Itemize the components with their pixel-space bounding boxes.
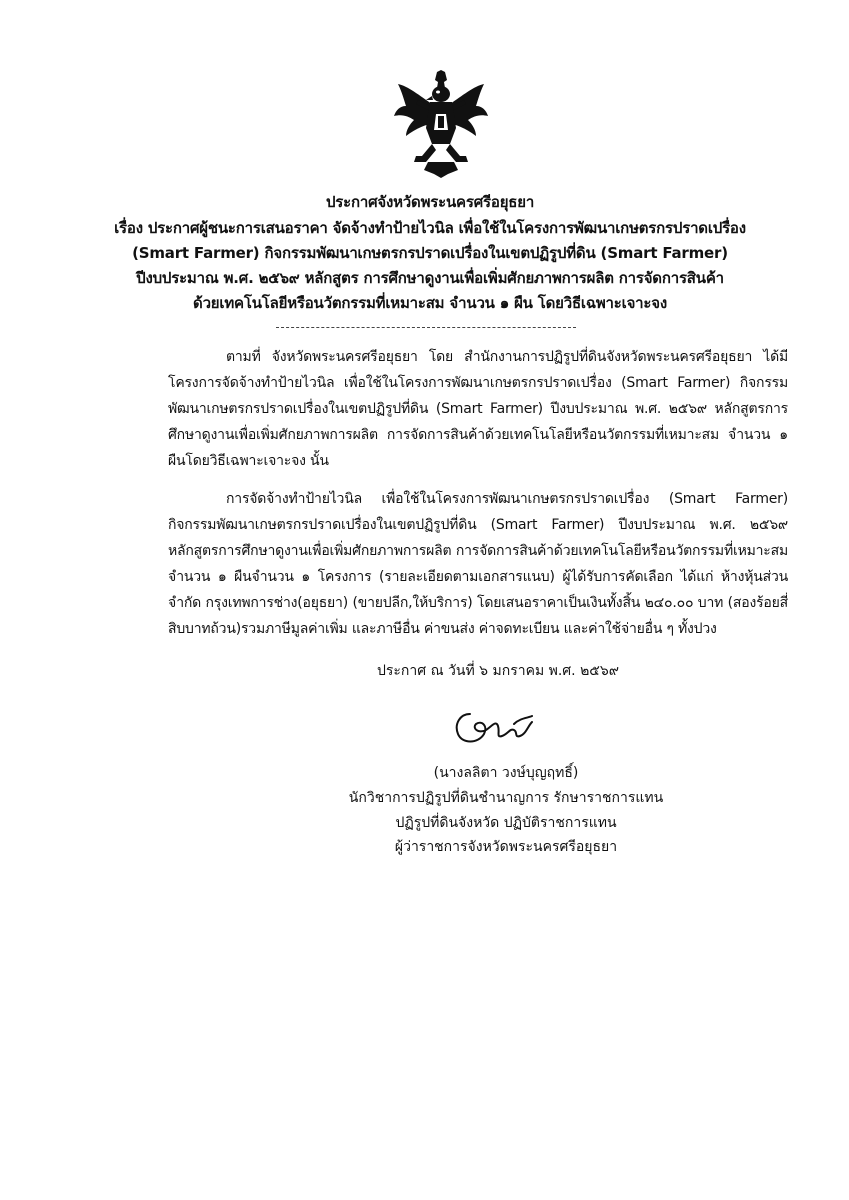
signatory-name: (นางลลิตา วงษ์บุญฤทธิ์) xyxy=(433,765,579,781)
announcement-date: ประกาศ ณ วันที่ ๖ มกราคม พ.ศ. ๒๕๖๙ xyxy=(377,663,620,679)
divider xyxy=(276,327,576,328)
signatory-title-1: นักวิชาการปฏิรูปที่ดินชำนาญการ รักษาราชการแทน xyxy=(348,790,664,806)
signatory-title-3: ผู้ว่าราชการจังหวัดพระนครศรีอยุธยา xyxy=(394,839,618,855)
subject-line-4: ด้วยเทคโนโลยีหรือนวัตกรรมที่เหมาะสม จำนวน ๑ ผืน โดยวิธีเฉพาะเจาะจง xyxy=(193,294,667,312)
paragraph-2-text: การจัดจ้างทำป้ายไวนิล เพื่อใช้ในโครงการพัฒนาเกษตรกรปราดเปรื่อง (Smart Farmer) กิจกรรมพัฒนาเกษตรกรปราดเปรื่องในเขตปฏิรูปที่ดิน (Smart Farmer) ปีงบประมาณ พ.ศ. ๒๕๖๙ หลักสูตรการศึกษาดูงานเพื่อเพิ่มศักยภาพการผลิต การจัดการสินค้าด้วยเทคโนโลยีหรือนวัตกรรมที่เหมาะสม จำนวน ๑ ผืนจำนวน ๑ โครงการ (รายละเอียดตามเอกสารแนบ) ผู้ได้รับการคัดเลือก ได้แก่ ห้างหุ้นส่วนจำกัด กรุงเทพการช่าง(อยุธยา) (ขายปลีก,ให้บริการ) โดยเสนอราคาเป็นเงินทั้งสิ้น ๒๔๐.๐๐ บาท (สองร้อยสี่สิบบาทถ้วน)รวมภาษีมูลค่าเพิ่ม และภาษีอื่น ค่าขนส่ง ค่าจดทะเบียน และค่าใช้จ่ายอื่น ๆ ทั้งปวง xyxy=(168,491,788,637)
handwritten-signature xyxy=(448,700,548,748)
subject-line-1: เรื่อง ประกาศผู้ชนะการเสนอราคา จัดจ้างทำป้ายไวนิล เพื่อใช้ในโครงการพัฒนาเกษตรกรปราดเปรื่อง xyxy=(114,219,746,237)
signatory-title-2: ปฏิรูปที่ดินจังหวัด ปฏิบัติราชการแทน xyxy=(395,815,617,831)
body-paragraph-2 xyxy=(168,486,788,642)
announcement-title: ประกาศจังหวัดพระนครศรีอยุธยา xyxy=(325,193,535,211)
paragraph-1-text: ตามที่ จังหวัดพระนครศรีอยุธยา โดย สำนักงานการปฏิรูปที่ดินจังหวัดพระนครศรีอยุธยา ได้มีโครงการจัดจ้างทำป้ายไวนิล เพื่อใช้ในโครงการพัฒนาเกษตรกรปราดเปรื่อง (Smart Farmer) กิจกรรมพัฒนาเกษตรกรปราดเปรื่องในเขตปฏิรูปที่ดิน (Smart Farmer) ปีงบประมาณ พ.ศ. ๒๕๖๙ หลักสูตรการศึกษาดูงานเพื่อเพิ่มศักยภาพการผลิต การจัดการสินค้าด้วยเทคโนโลยีหรือนวัตกรรมที่เหมาะสม จำนวน ๑ ผืนโดยวิธีเฉพาะเจาะจง นั้น xyxy=(168,349,788,469)
body-paragraph-1 xyxy=(168,344,788,474)
subject-line-3: ปีงบประมาณ พ.ศ. ๒๕๖๙ หลักสูตร การศึกษาดูงานเพื่อเพิ่มศักยภาพการผลิต การจัดการสินค้า xyxy=(136,269,724,287)
garuda-emblem-icon xyxy=(392,70,490,178)
subject-line-2: (Smart Farmer) กิจกรรมพัฒนาเกษตรกรปราดเปรื่องในเขตปฏิรูปที่ดิน (Smart Farmer) xyxy=(132,244,728,262)
